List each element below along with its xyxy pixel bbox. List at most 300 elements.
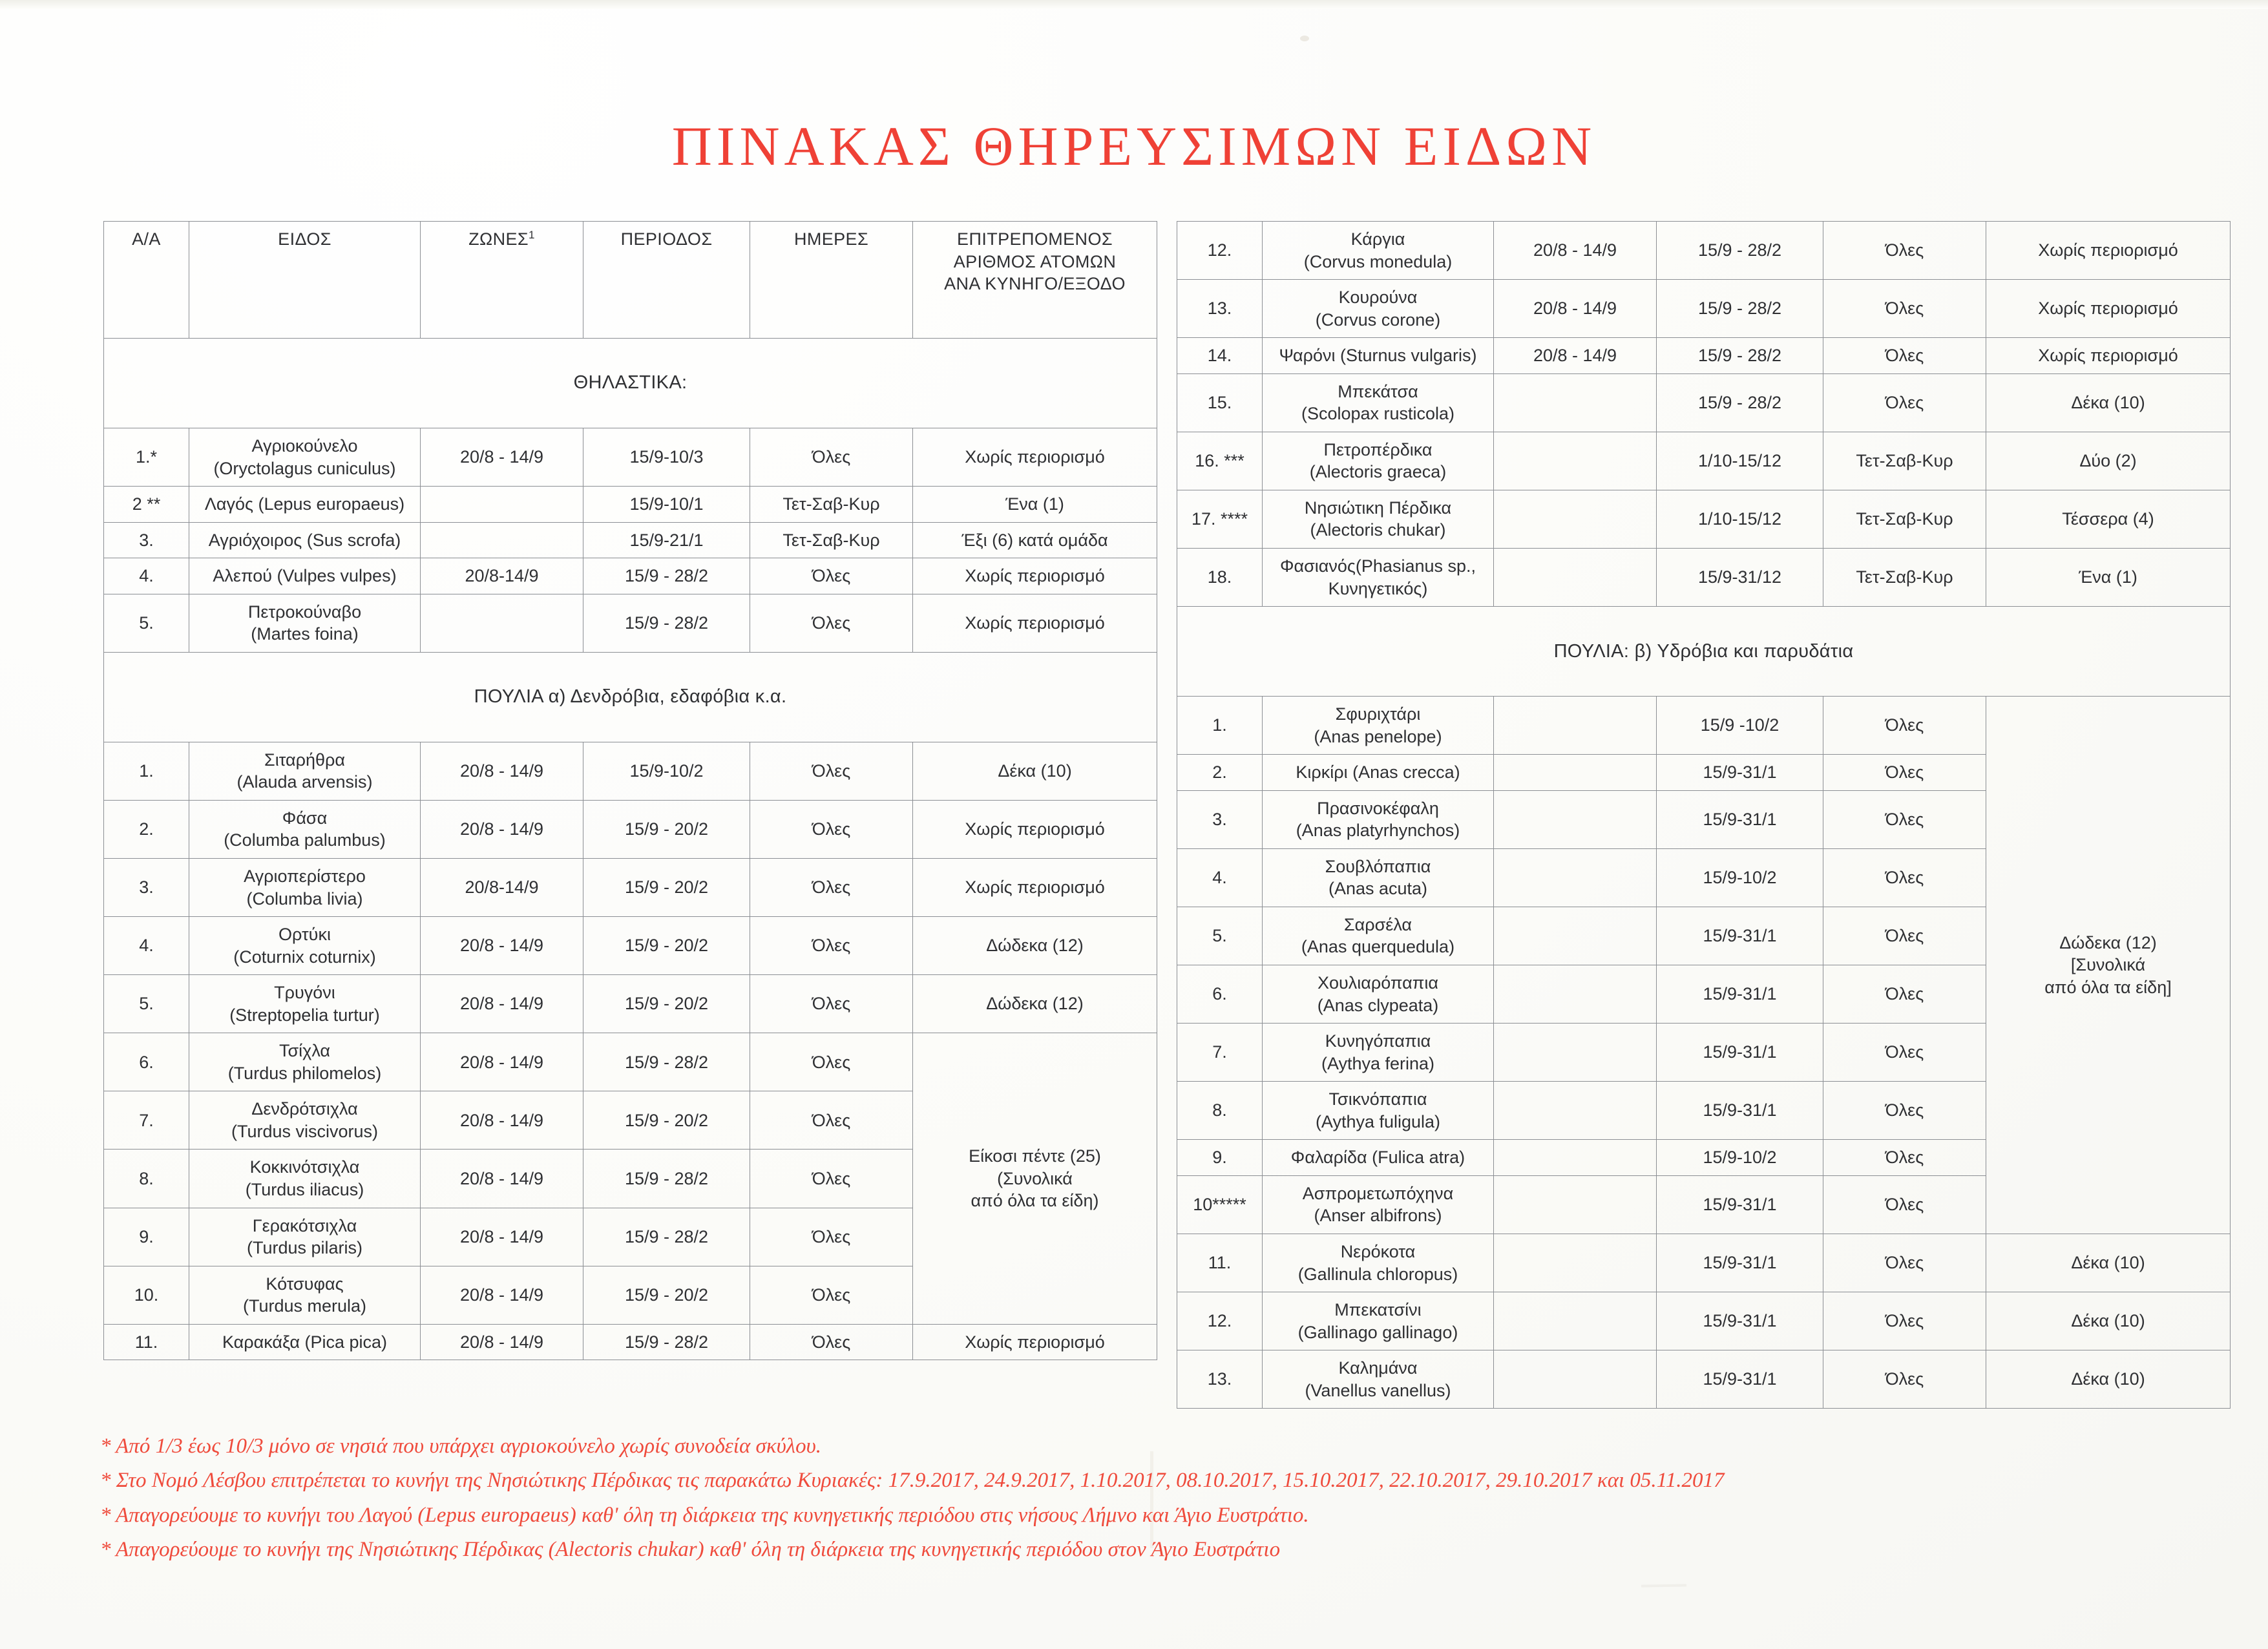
- species-common-name: Αγριοπερίστερο: [244, 867, 366, 887]
- cell-days: Όλες: [1823, 1175, 1986, 1234]
- table-row: [1177, 432, 2231, 490]
- cell-index: 17. ****: [1177, 490, 1263, 548]
- cell-days: Όλες: [1823, 222, 1986, 280]
- cell-zones: 20/8-14/9: [421, 859, 583, 917]
- table-row: [1177, 373, 2231, 432]
- cell-allowed-number: Χωρίς περιορισμό: [913, 800, 1157, 858]
- species-common-name: Φαλαρίδα (Fulica atra): [1290, 1148, 1465, 1168]
- cell-days: Τετ-Σαβ-Κυρ: [1823, 432, 1986, 490]
- cell-species: [1263, 338, 1494, 374]
- cell-days: Όλες: [750, 975, 913, 1033]
- footnotes: [100, 1429, 2232, 1568]
- cell-zones: 20/8 - 14/9: [421, 428, 583, 487]
- cell-period: 15/9-31/1: [1657, 755, 1823, 791]
- cell-allowed-number: Χωρίς περιορισμό: [913, 859, 1157, 917]
- species-common-name: Πρασινοκέφαλη: [1317, 798, 1439, 818]
- table-row: [104, 742, 1157, 800]
- section-label: ΠΟΥΛΙΑ: β) Υδρόβια και παρυδάτια: [1177, 607, 2231, 697]
- cell-days: Όλες: [1823, 790, 1986, 848]
- cell-index: 12.: [1177, 1292, 1263, 1350]
- cell-species: [1263, 848, 1494, 907]
- cell-allowed-number-span: Είκοσι πέντε (25) (Συνολικά από όλα τα είδη): [913, 1033, 1157, 1324]
- table-row: [1177, 222, 2231, 280]
- cell-allowed-number: Χωρίς περιορισμό: [913, 594, 1157, 652]
- cell-days: Όλες: [1823, 1082, 1986, 1140]
- cell-period: 15/9-21/1: [583, 522, 750, 558]
- column-header-aa: Α/Α: [104, 222, 189, 339]
- cell-period: 15/9 - 28/2: [1657, 373, 1823, 432]
- cell-index: 1.*: [104, 428, 189, 487]
- cell-zones: [1494, 1082, 1657, 1140]
- cell-species: [189, 1091, 421, 1150]
- cell-period: 15/9 - 20/2: [583, 800, 750, 858]
- cell-index: 11.: [104, 1324, 189, 1360]
- species-common-name: Ασπρομετωπόχηνα: [1302, 1183, 1454, 1203]
- cell-days: Όλες: [1823, 965, 1986, 1024]
- cell-species: [1263, 1234, 1494, 1292]
- cell-allowed-number: Δύο (2): [1986, 432, 2231, 490]
- species-latin-name: (Martes foina): [251, 624, 359, 644]
- species-latin-name: (Turdus philomelos): [227, 1063, 382, 1083]
- cell-period: 15/9 - 20/2: [583, 1266, 750, 1324]
- cell-zones: [1494, 697, 1657, 755]
- cell-zones: [1494, 373, 1657, 432]
- cell-allowed-number: Δέκα (10): [1986, 1350, 2231, 1409]
- cell-period: 15/9-31/12: [1657, 549, 1823, 607]
- species-latin-name: (Anas acuta): [1328, 879, 1428, 899]
- cell-allowed-number: Δέκα (10): [1986, 1234, 2231, 1292]
- cell-days: Όλες: [750, 742, 913, 800]
- cell-species: [1263, 373, 1494, 432]
- cell-species: [1263, 1292, 1494, 1350]
- cell-days: Όλες: [1823, 280, 1986, 338]
- species-common-name: Κυνηγόπαπια: [1325, 1031, 1431, 1051]
- cell-period: 15/9 - 28/2: [583, 1033, 750, 1091]
- cell-zones: [421, 594, 583, 652]
- species-latin-name: (Anser albifrons): [1314, 1206, 1442, 1226]
- cell-days: Τετ-Σαβ-Κυρ: [750, 522, 913, 558]
- species-common-name: Αλεπού (Vulpes vulpes): [213, 566, 397, 586]
- cell-species: [189, 1208, 421, 1266]
- cell-period: 15/9-31/1: [1657, 965, 1823, 1024]
- cell-species: [189, 558, 421, 594]
- cell-period: 15/9-31/1: [1657, 907, 1823, 965]
- cell-allowed-number: Χωρίς περιορισμό: [1986, 338, 2231, 374]
- cell-index: 4.: [1177, 848, 1263, 907]
- cell-zones: [1494, 907, 1657, 965]
- species-latin-name: (Turdus pilaris): [246, 1238, 363, 1258]
- cell-days: Όλες: [1823, 1140, 1986, 1176]
- cell-zones: [1494, 848, 1657, 907]
- species-latin-name: (Vanellus vanellus): [1305, 1380, 1451, 1400]
- cell-days: Όλες: [1823, 907, 1986, 965]
- table-row: [104, 1033, 1157, 1091]
- cell-species: [189, 428, 421, 487]
- species-latin-name: (Gallinula chloropus): [1297, 1264, 1458, 1284]
- table-row: [1177, 1292, 2231, 1350]
- cell-allowed-number: Δέκα (10): [1986, 373, 2231, 432]
- species-latin-name: (Anas clypeata): [1317, 995, 1439, 1015]
- cell-period: 15/9 - 20/2: [583, 859, 750, 917]
- right-table: [1177, 221, 2231, 1409]
- cell-allowed-number: Χωρίς περιορισμό: [913, 428, 1157, 487]
- cell-species: [1263, 1082, 1494, 1140]
- cell-days: Όλες: [750, 917, 913, 975]
- cell-period: 1/10-15/12: [1657, 432, 1823, 490]
- allowed-line-2: ΑΡΙΘΜΟΣ ΑΤΟΜΩΝ: [953, 251, 1117, 271]
- cell-period: 15/9 - 20/2: [583, 975, 750, 1033]
- species-common-name: Τσίχλα: [278, 1041, 331, 1061]
- cell-index: 5.: [104, 975, 189, 1033]
- cell-allowed-number: Χωρίς περιορισμό: [913, 1324, 1157, 1360]
- species-common-name: Αγριόχοιρος (Sus scrofa): [208, 530, 401, 550]
- cell-allowed-number: Δώδεκα (12): [913, 975, 1157, 1033]
- left-table: [103, 221, 1157, 1360]
- scan-artifact: [1300, 36, 1309, 41]
- table-row: [1177, 338, 2231, 374]
- species-latin-name: (Turdus iliacus): [245, 1180, 364, 1200]
- cell-period: 15/9 - 20/2: [583, 917, 750, 975]
- cell-period: 15/9 - 28/2: [583, 1324, 750, 1360]
- species-latin-name: (Turdus viscivorus): [231, 1121, 379, 1141]
- table-row: [1177, 490, 2231, 548]
- cell-days: Όλες: [750, 594, 913, 652]
- cell-index: 9.: [1177, 1140, 1263, 1176]
- cell-index: 16. ***: [1177, 432, 1263, 490]
- table-row: [104, 594, 1157, 652]
- cell-period: 15/9-10/3: [583, 428, 750, 487]
- species-latin-name: (Scolopax rusticola): [1301, 404, 1455, 424]
- table-row: [1177, 280, 2231, 338]
- cell-index: 13.: [1177, 280, 1263, 338]
- table-row: [104, 487, 1157, 523]
- section-row-mammals: [104, 339, 1157, 428]
- cell-days: Όλες: [1823, 1234, 1986, 1292]
- cell-index: 10*****: [1177, 1175, 1263, 1234]
- cell-zones: 20/8 - 14/9: [421, 917, 583, 975]
- cell-index: 8.: [1177, 1082, 1263, 1140]
- cell-days: Όλες: [1823, 338, 1986, 374]
- cell-zones: 20/8 - 14/9: [1494, 222, 1657, 280]
- cell-zones: 20/8 - 14/9: [1494, 338, 1657, 374]
- cell-species: [1263, 490, 1494, 548]
- cell-index: 1.: [1177, 697, 1263, 755]
- cell-period: 15/9 - 20/2: [583, 1091, 750, 1150]
- cell-species: [1263, 549, 1494, 607]
- cell-period: 15/9 - 28/2: [1657, 338, 1823, 374]
- cell-species: [189, 917, 421, 975]
- column-header-species: ΕΙΔΟΣ: [189, 222, 421, 339]
- section-row-birds-a: [104, 652, 1157, 742]
- cell-days: Όλες: [750, 859, 913, 917]
- cell-period: 15/9 - 28/2: [583, 558, 750, 594]
- cell-species: [1263, 432, 1494, 490]
- footnote-1: * Από 1/3 έως 10/3 μόνο σε νησιά που υπάρχει αγριοκούνελο χωρίς συνοδεία σκύλου.: [100, 1434, 821, 1458]
- cell-allowed-number: Τέσσερα (4): [1986, 490, 2231, 548]
- cell-zones: [1494, 965, 1657, 1024]
- cell-days: Όλες: [750, 1266, 913, 1324]
- cell-zones: 20/8 - 14/9: [421, 1324, 583, 1360]
- cell-zones: [421, 522, 583, 558]
- cell-zones: [1494, 790, 1657, 848]
- cell-index: 1.: [104, 742, 189, 800]
- species-latin-name: (Anas querquedula): [1301, 937, 1455, 957]
- cell-period: 15/9-10/1: [583, 487, 750, 523]
- cell-zones: [1494, 1024, 1657, 1082]
- cell-index: 18.: [1177, 549, 1263, 607]
- cell-species: [189, 859, 421, 917]
- species-common-name: Καρακάξα (Pica pica): [222, 1332, 388, 1352]
- species-latin-name: (Columba livia): [246, 888, 363, 909]
- cell-zones: [1494, 549, 1657, 607]
- cell-species: [189, 1324, 421, 1360]
- species-latin-name: (Alectoris graeca): [1309, 462, 1447, 482]
- cell-zones: [1494, 1292, 1657, 1350]
- cell-zones: 20/8 - 14/9: [421, 742, 583, 800]
- cell-index: 11.: [1177, 1234, 1263, 1292]
- page-title: ΠΙΝΑΚΑΣ ΘΗΡΕΥΣΙΜΩΝ ΕΙΔΩΝ: [671, 115, 1597, 177]
- cell-days: Όλες: [750, 428, 913, 487]
- cell-index: 10.: [104, 1266, 189, 1324]
- species-latin-name: (Gallinago gallinago): [1297, 1322, 1458, 1342]
- species-common-name: Πετροκούναβο: [247, 602, 362, 622]
- cell-index: 3.: [1177, 790, 1263, 848]
- table-row: [104, 522, 1157, 558]
- species-common-name: Ψαρόνι (Sturnus vulgaris): [1279, 346, 1477, 366]
- cell-index: 4.: [104, 917, 189, 975]
- cell-zones: [1494, 432, 1657, 490]
- cell-species: [1263, 1140, 1494, 1176]
- species-latin-name: (Anas penelope): [1314, 726, 1442, 746]
- left-table-body: [104, 339, 1157, 1360]
- species-latin-name: (Aythya fuligula): [1315, 1111, 1441, 1131]
- section-label: ΠΟΥΛΙΑ α) Δενδρόβια, εδαφόβια κ.α.: [104, 652, 1157, 742]
- table-row: [1177, 1234, 2231, 1292]
- cell-zones: [1494, 490, 1657, 548]
- species-common-name: Τρυγόνι: [274, 983, 335, 1003]
- cell-index: 15.: [1177, 373, 1263, 432]
- table-row: [1177, 697, 2231, 755]
- cell-allowed-number: Χωρίς περιορισμό: [1986, 280, 2231, 338]
- cell-days: Όλες: [750, 1091, 913, 1150]
- cell-days: Όλες: [1823, 1292, 1986, 1350]
- cell-species: [1263, 965, 1494, 1024]
- cell-species: [189, 1033, 421, 1091]
- cell-period: 15/9 - 28/2: [583, 1150, 750, 1208]
- cell-days: Τετ-Σαβ-Κυρ: [1823, 490, 1986, 548]
- species-latin-name: Κυνηγετικός): [1328, 578, 1428, 598]
- cell-index: 2 **: [104, 487, 189, 523]
- species-latin-name: (Turdus merula): [242, 1296, 367, 1316]
- species-common-name: Σουβλόπαπια: [1325, 856, 1431, 876]
- cell-days: Όλες: [1823, 755, 1986, 791]
- cell-index: 6.: [104, 1033, 189, 1091]
- species-common-name: Ορτύκι: [278, 925, 331, 945]
- species-common-name: Νησιώτικη Πέρδικα: [1304, 498, 1452, 518]
- species-common-name: Χουλιαρόπαπια: [1318, 973, 1438, 993]
- cell-zones: 20/8 - 14/9: [1494, 280, 1657, 338]
- cell-species: [189, 742, 421, 800]
- species-common-name: Κότσυφας: [266, 1274, 344, 1294]
- cell-period: 15/9-10/2: [1657, 848, 1823, 907]
- species-latin-name: (Oryctolagus cuniculus): [213, 458, 396, 478]
- cell-zones: [1494, 1140, 1657, 1176]
- cell-species: [1263, 1175, 1494, 1234]
- cell-allowed-number: Δώδεκα (12): [913, 917, 1157, 975]
- allowed-line-1: ΕΠΙΤΡΕΠΟΜΕΝΟΣ: [957, 229, 1113, 249]
- species-latin-name: (Aythya ferina): [1321, 1053, 1435, 1073]
- column-header-allowed-number: [913, 222, 1157, 339]
- table-row: [1177, 549, 2231, 607]
- cell-index: 7.: [1177, 1024, 1263, 1082]
- table-row: [104, 558, 1157, 594]
- cell-days: Όλες: [750, 800, 913, 858]
- table-row: [104, 800, 1157, 858]
- footnote-2: * Στο Νομό Λέσβου επιτρέπεται το κυνήγι της Νησιώτικης Πέρδικας τις παρακάτω Κυριακές: 17.9.2017, 24.9.2017, 1.10.2017, 08.10.2017, 15.10.2017, 22.10.2017, 29.10.2017 και 05.11.2017: [100, 1469, 1725, 1493]
- cell-species: [189, 1150, 421, 1208]
- species-common-name: Τσικνόπαπια: [1328, 1089, 1427, 1109]
- cell-days: Όλες: [1823, 1350, 1986, 1409]
- cell-species: [189, 1266, 421, 1324]
- species-common-name: Κουρούνα: [1338, 288, 1418, 308]
- right-table-body: [1177, 222, 2231, 1409]
- cell-days: Όλες: [750, 1150, 913, 1208]
- cell-zones: [1494, 1175, 1657, 1234]
- table-row: [104, 1324, 1157, 1360]
- cell-allowed-number: Ένα (1): [1986, 549, 2231, 607]
- cell-species: [189, 487, 421, 523]
- table-row: [104, 428, 1157, 487]
- footnote-3: * Απαγορεύουμε το κυνήγι του Λαγού (Lepus europaeus) καθ' όλη τη διάρκεια της κυνηγετικής περιόδου στις νήσους Λήμνο και Άγιο Ευστράτιο.: [100, 1503, 1309, 1527]
- column-header-days: ΗΜΕΡΕΣ: [750, 222, 913, 339]
- cell-allowed-number: Δέκα (10): [913, 742, 1157, 800]
- cell-index: 6.: [1177, 965, 1263, 1024]
- cell-days: Όλες: [750, 1208, 913, 1266]
- cell-index: 13.: [1177, 1350, 1263, 1409]
- cell-species: [189, 800, 421, 858]
- species-common-name: Νερόκοτα: [1340, 1241, 1416, 1261]
- species-common-name: Λαγός (Lepus europaeus): [204, 494, 405, 514]
- cell-period: 15/9-31/1: [1657, 1292, 1823, 1350]
- cell-species: [1263, 1350, 1494, 1409]
- cell-index: 3.: [104, 522, 189, 558]
- cell-species: [1263, 907, 1494, 965]
- column-header-zones: [421, 222, 583, 339]
- cell-zones: 20/8 - 14/9: [421, 1150, 583, 1208]
- cell-zones: [1494, 755, 1657, 791]
- cell-period: 15/9-10/2: [1657, 1140, 1823, 1176]
- cell-period: 15/9 - 28/2: [583, 1208, 750, 1266]
- cell-allowed-number: Ένα (1): [913, 487, 1157, 523]
- cell-index: 5.: [1177, 907, 1263, 965]
- species-latin-name: (Corvus corone): [1315, 310, 1441, 330]
- cell-days: Όλες: [750, 558, 913, 594]
- cell-days: Τετ-Σαβ-Κυρ: [750, 487, 913, 523]
- cell-index: 2.: [104, 800, 189, 858]
- cell-allowed-number: Χωρίς περιορισμό: [1986, 222, 2231, 280]
- scan-edge: [0, 0, 2268, 9]
- species-common-name: Πετροπέρδικα: [1323, 439, 1433, 459]
- table-row: [104, 917, 1157, 975]
- cell-zones: 20/8 - 14/9: [421, 1091, 583, 1150]
- table-row: [104, 859, 1157, 917]
- cell-index: 7.: [104, 1091, 189, 1150]
- cell-days: Τετ-Σαβ-Κυρ: [1823, 549, 1986, 607]
- cell-period: 1/10-15/12: [1657, 490, 1823, 548]
- cell-index: 14.: [1177, 338, 1263, 374]
- cell-index: 12.: [1177, 222, 1263, 280]
- cell-zones: [1494, 1234, 1657, 1292]
- cell-period: 15/9-31/1: [1657, 1024, 1823, 1082]
- section-row-birds-b: [1177, 607, 2231, 697]
- cell-days: Όλες: [750, 1324, 913, 1360]
- column-header-period: ΠΕΡΙΟΔΟΣ: [583, 222, 750, 339]
- cell-zones: [1494, 1350, 1657, 1409]
- allowed-line-3: ΑΝΑ ΚΥΝΗΓΟ/ΕΞΟΔΟ: [944, 274, 1126, 294]
- cell-species: [1263, 1024, 1494, 1082]
- cell-species: [189, 522, 421, 558]
- species-latin-name: (Coturnix coturnix): [233, 947, 376, 967]
- species-common-name: Κιρκίρι (Anas crecca): [1296, 762, 1460, 782]
- section-label: ΘΗΛΑΣΤΙΚΑ:: [104, 339, 1157, 428]
- cell-period: 15/9-31/1: [1657, 790, 1823, 848]
- cell-allowed-number: Δέκα (10): [1986, 1292, 2231, 1350]
- cell-species: [189, 594, 421, 652]
- species-common-name: Φασιανός(Phasianus sp.,: [1279, 556, 1476, 576]
- cell-zones: 20/8-14/9: [421, 558, 583, 594]
- species-common-name: Σαρσέλα: [1343, 914, 1412, 934]
- cell-period: 15/9-10/2: [583, 742, 750, 800]
- species-common-name: Σιταρήθρα: [264, 750, 345, 770]
- species-latin-name: (Anas platyrhynchos): [1296, 821, 1460, 841]
- table-row: [104, 975, 1157, 1033]
- species-common-name: Μπεκάτσα: [1338, 381, 1418, 401]
- cell-index: 2.: [1177, 755, 1263, 791]
- cell-index: 9.: [104, 1208, 189, 1266]
- species-common-name: Σφυριχτάρι: [1335, 704, 1421, 724]
- cell-zones: 20/8 - 14/9: [421, 975, 583, 1033]
- zones-label: ΖΩΝΕΣ: [468, 229, 529, 249]
- species-latin-name: (Corvus monedula): [1303, 251, 1453, 271]
- cell-days: Όλες: [1823, 697, 1986, 755]
- cell-zones: 20/8 - 14/9: [421, 1208, 583, 1266]
- cell-period: 15/9 - 28/2: [1657, 280, 1823, 338]
- cell-zones: 20/8 - 14/9: [421, 1033, 583, 1091]
- cell-allowed-number: Χωρίς περιορισμό: [913, 558, 1157, 594]
- species-latin-name: (Streptopelia turtur): [229, 1005, 380, 1025]
- cell-allowed-number: Έξι (6) κατά ομάδα: [913, 522, 1157, 558]
- cell-period: 15/9-31/1: [1657, 1350, 1823, 1409]
- cell-allowed-number-span: Δώδεκα (12) [Συνολικά από όλα τα είδη]: [1986, 697, 2231, 1234]
- cell-species: [1263, 222, 1494, 280]
- cell-period: 15/9-31/1: [1657, 1082, 1823, 1140]
- cell-period: 15/9 - 28/2: [1657, 222, 1823, 280]
- species-common-name: Αγριοκούνελο: [251, 436, 358, 456]
- cell-species: [1263, 790, 1494, 848]
- species-common-name: Φάσα: [282, 808, 328, 828]
- species-latin-name: (Columba palumbus): [224, 830, 386, 850]
- zones-footnote-marker: 1: [529, 229, 535, 241]
- species-latin-name: (Alectoris chukar): [1310, 520, 1446, 540]
- cell-period: 15/9 -10/2: [1657, 697, 1823, 755]
- footnote-4: * Απαγορεύουμε το κυνήγι της Νησιώτικης Πέρδικας (Alectoris chukar) καθ' όλη τη διάρκεια της κυνηγετικής περιόδου στον Άγιο Ευστράτιο: [100, 1538, 1281, 1562]
- cell-index: 4.: [104, 558, 189, 594]
- table-row: [1177, 1350, 2231, 1409]
- cell-index: 5.: [104, 594, 189, 652]
- cell-zones: 20/8 - 14/9: [421, 1266, 583, 1324]
- species-common-name: Κοκκινότσιχλα: [249, 1157, 360, 1177]
- cell-index: 3.: [104, 859, 189, 917]
